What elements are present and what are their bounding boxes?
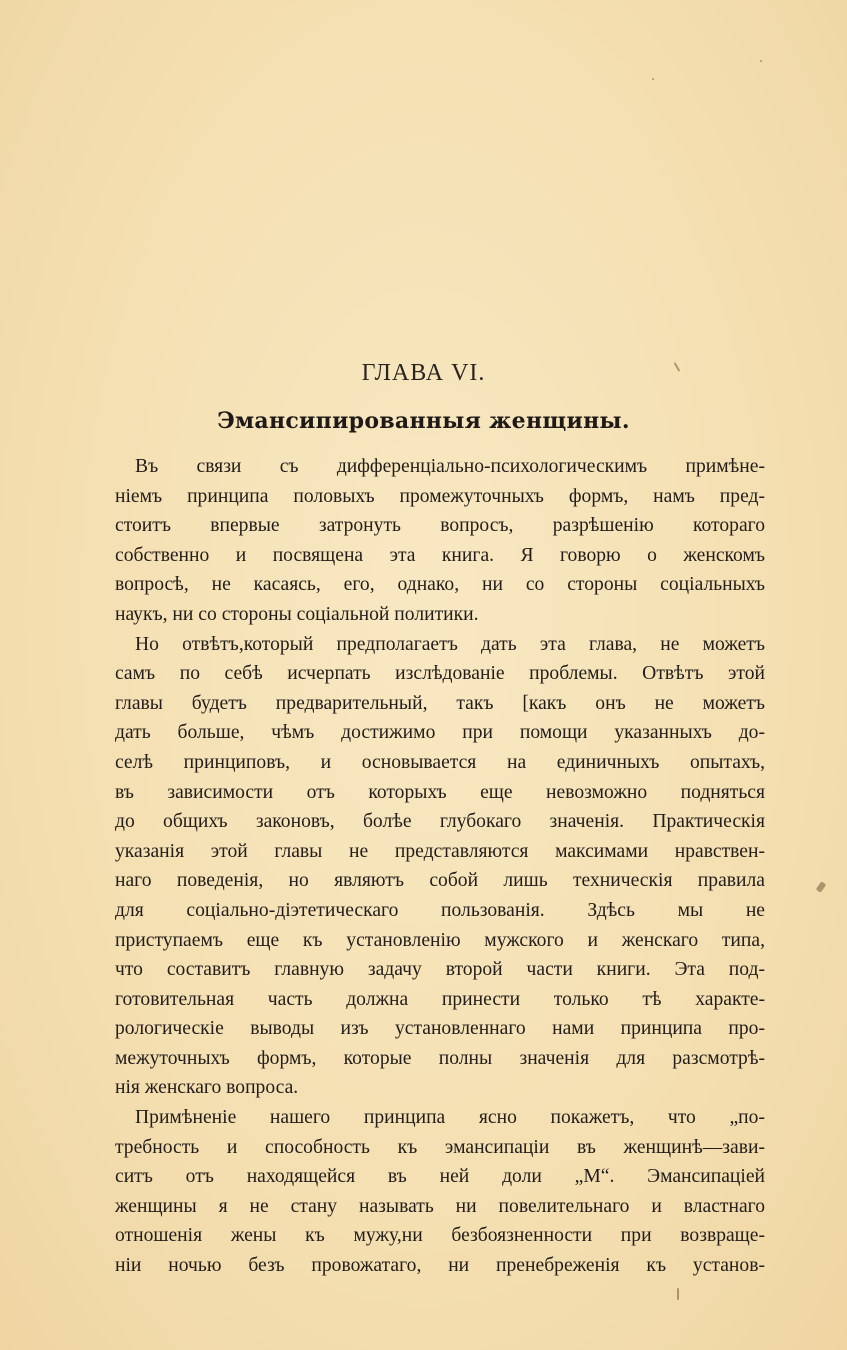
text-line: для соціально-діэтетическаго пользованія. Здѣсь мы не	[115, 899, 765, 921]
text-line: самъ по себѣ исчерпать изслѣдованіе проблемы. Отвѣтъ этой	[115, 663, 765, 685]
text-line: отношенія жены къ мужу,ни безбоязненности при возвраще-	[115, 1225, 765, 1247]
text-line: приступаемъ еще къ установленію мужского и женскаго типа,	[115, 929, 765, 951]
text-line: селѣ принциповъ, и основывается на единичныхъ опытахъ,	[115, 751, 765, 773]
text-line: ніемъ принципа половыхъ промежуточныхъ формъ, намъ пред-	[115, 485, 765, 507]
chapter-title: ГЛАВА VI.	[361, 360, 486, 386]
ink-speck	[816, 881, 827, 893]
text-line: наго поведенія, но являютъ собой лишь техническія правила	[115, 870, 765, 892]
text-line: въ зависимости отъ которыхъ еще невозможно подняться	[115, 781, 765, 803]
text-line: Въ связи съ дифференціально-психологическимъ примѣне-	[135, 456, 765, 477]
text-line: межуточныхъ формъ, которые полны значенія для разсмотрѣ-	[115, 1047, 765, 1069]
text-line: вопросѣ, не касаясь, его, однако, ни со стороны соціальныхъ	[115, 574, 765, 596]
ink-speck	[760, 60, 762, 62]
text-line: указанія этой главы не представляются максимами нравствен-	[115, 840, 765, 862]
text-line: до общихъ законовъ, болѣе глубокаго значенія. Практическія	[115, 811, 765, 833]
text-line: Но отвѣтъ,который предполагаетъ дать эта глава, не можетъ	[135, 633, 765, 655]
text-line: что составитъ главную задачу второй части книги. Эта под-	[115, 959, 765, 981]
ink-speck	[652, 78, 654, 80]
text-line: стоитъ впервые затронуть вопросъ, разрѣшенію котораго	[115, 515, 765, 537]
text-line: рологическіе выводы изъ установленнаго нами принципа про-	[115, 1018, 765, 1040]
text-line: собственно и посвящена эта книга. Я говорю о женскомъ	[115, 544, 765, 566]
text-line: ніи ночью безъ провожатаго, ни пренебреженія къ установ-	[115, 1255, 765, 1277]
text-line: главы будетъ предварительный, такъ [какъ онъ не можетъ	[115, 692, 765, 714]
text-line: готовительная часть должна принести только тѣ характе-	[115, 988, 765, 1010]
text-line: наукъ, ни со стороны соціальной политики.	[115, 603, 479, 625]
text-line: Примѣненіе нашего принципа ясно покажетъ, что „по-	[135, 1107, 765, 1129]
text-line: нія женскаго вопроса.	[115, 1077, 299, 1099]
ink-speck	[677, 1288, 679, 1300]
text-line: ситъ отъ находящейся въ ней доли „М“. Эмансипаціей	[115, 1166, 765, 1188]
chapter-subtitle: Эмансипированныя женщины.	[217, 408, 630, 434]
text-line: дать больше, чѣмъ достижимо при помощи указанныхъ до-	[115, 722, 765, 744]
body-text	[115, 452, 765, 1281]
text-line: требность и способность къ эмансипаціи въ женщинѣ—зави-	[115, 1136, 765, 1158]
text-line: женщины я не стану называть ни повелительнаго и властнаго	[115, 1195, 765, 1217]
